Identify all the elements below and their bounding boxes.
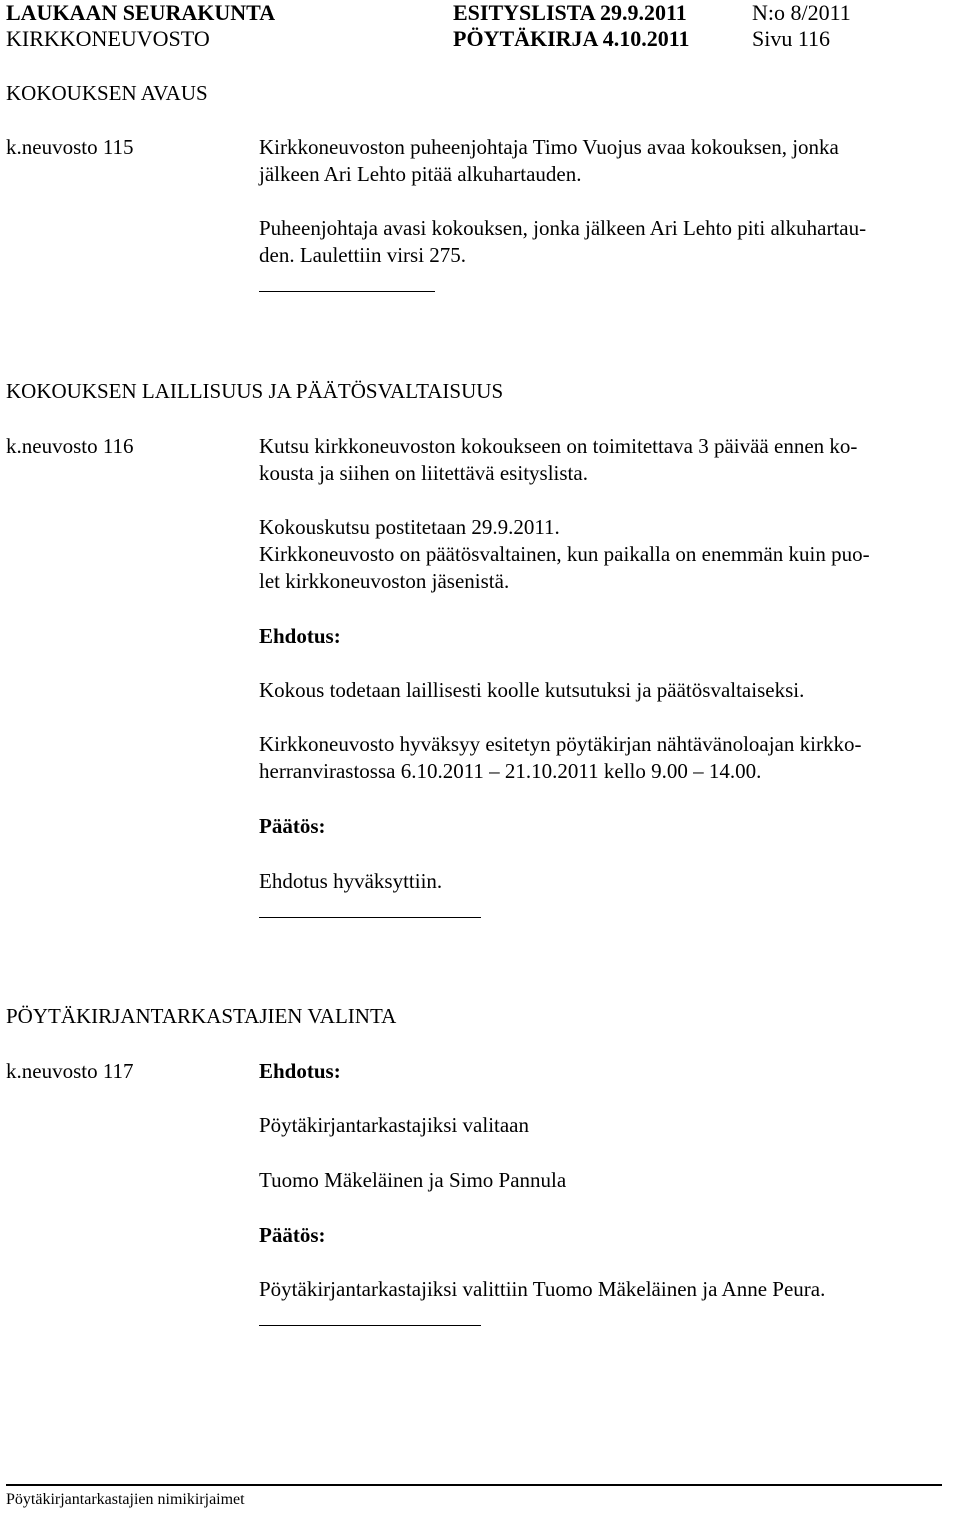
body-line: Kokouskutsu postitetaan 29.9.2011. — [259, 515, 560, 539]
decision-label: Päätös: — [259, 814, 326, 838]
section-title-opening: KOKOUKSEN AVAUS — [6, 81, 208, 105]
body-line: Kirkkoneuvoston puheenjohtaja Timo Vuojus avaa kokouksen, jonka — [259, 135, 839, 159]
decision-text: Ehdotus hyväksyttiin. — [259, 869, 443, 893]
body-line: kousta ja siihen on liitettävä esityslista. — [259, 461, 588, 485]
decision-label: Päätös: — [259, 1223, 326, 1247]
minutes-date: PÖYTÄKIRJA 4.10.2011 — [453, 26, 690, 51]
page-header — [6, 0, 960, 62]
proposal-line: Tuomo Mäkeläinen ja Simo Pannula — [259, 1168, 567, 1192]
proposal-line: Pöytäkirjantarkastajiksi valitaan — [259, 1113, 530, 1137]
section-ref-117: k.neuvosto 117 — [6, 1059, 134, 1083]
section-divider — [259, 291, 435, 292]
footer-initials-label: Pöytäkirjantarkastajien nimikirjaimet — [6, 1491, 245, 1508]
body-line: Puheenjohtaja avasi kokouksen, jonka jälkeen Ari Lehto piti alkuhartau- — [259, 216, 867, 240]
section-divider — [259, 917, 481, 918]
body-line: let kirkkoneuvoston jäsenistä. — [259, 569, 510, 593]
section-title-inspectors: PÖYTÄKIRJANTARKASTAJIEN VALINTA — [6, 1004, 397, 1028]
section-ref-115: k.neuvosto 115 — [6, 135, 134, 159]
document-number: N:o 8/2011 — [752, 0, 851, 25]
footer-divider — [6, 1484, 942, 1486]
proposal-label: Ehdotus: — [259, 624, 341, 648]
agenda-date: ESITYSLISTA 29.9.2011 — [453, 0, 687, 25]
page-number: Sivu 116 — [752, 26, 831, 51]
proposal-label: Ehdotus: — [259, 1059, 341, 1083]
section-title-legality: KOKOUKSEN LAILLISUUS JA PÄÄTÖSVALTAISUUS — [6, 379, 504, 403]
body-line: Kirkkoneuvosto on päätösvaltainen, kun paikalla on enemmän kuin puo- — [259, 542, 870, 566]
council-name: KIRKKONEUVOSTO — [6, 26, 210, 51]
body-line: Kutsu kirkkoneuvoston kokoukseen on toimitettava 3 päivää ennen ko- — [259, 434, 858, 458]
decision-text: Pöytäkirjantarkastajiksi valittiin Tuomo Mäkeläinen ja Anne Peura. — [259, 1277, 826, 1301]
proposal-line: Kokous todetaan laillisesti koolle kutsutuksi ja päätösvaltaiseksi. — [259, 678, 805, 702]
body-line: jälkeen Ari Lehto pitää alkuhartauden. — [259, 162, 582, 186]
body-line: den. Laulettiin virsi 275. — [259, 243, 467, 267]
section-ref-116: k.neuvosto 116 — [6, 434, 134, 458]
proposal-line: herranvirastossa 6.10.2011 – 21.10.2011 kello 9.00 – 14.00. — [259, 759, 762, 783]
proposal-line: Kirkkoneuvosto hyväksyy esitetyn pöytäkirjan nähtävänoloajan kirkko- — [259, 732, 862, 756]
section-divider — [259, 1325, 481, 1326]
organization-name: LAUKAAN SEURAKUNTA — [6, 0, 276, 25]
